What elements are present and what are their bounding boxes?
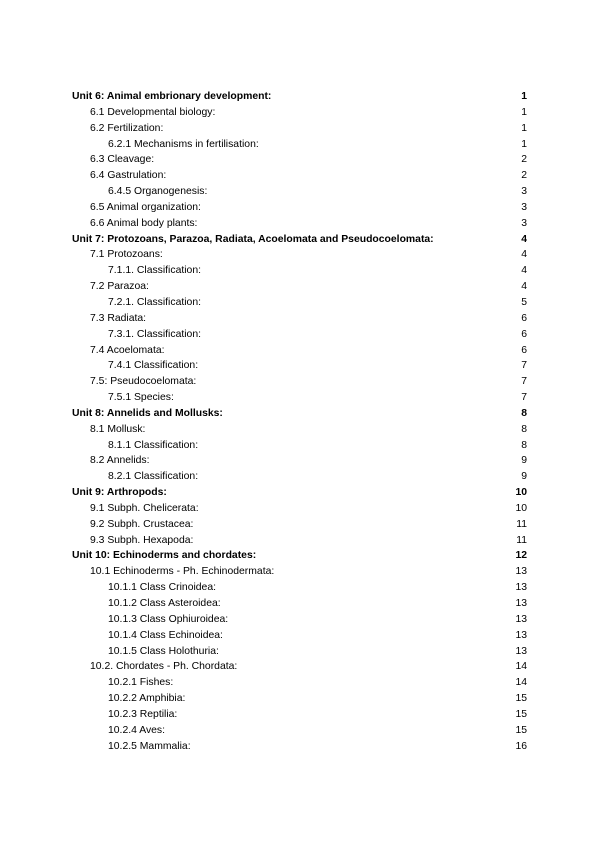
toc-section-entry[interactable] xyxy=(72,343,527,359)
toc-entry-label: 10.1.2 Class Asteroidea: xyxy=(108,598,221,609)
toc-section-entry[interactable] xyxy=(72,311,527,327)
toc-entry-label: 6.4 Gastrulation: xyxy=(90,170,167,182)
toc-page-number: 14 xyxy=(515,677,527,689)
toc-page-number: 4 xyxy=(521,281,527,293)
toc-section-entry[interactable] xyxy=(72,105,527,121)
toc-entry-label: Unit 7: Protozoans, Parazoa, Radiata, Acoelomata and Pseudocoelomata: xyxy=(72,233,434,245)
toc-page-number: 2 xyxy=(521,170,527,182)
toc-page-number: 1 xyxy=(521,106,527,118)
toc-page-number: 1 xyxy=(521,138,527,150)
toc-entry-label: Unit 8: Annelids and Mollusks: xyxy=(72,407,223,419)
toc-entry-label: 10.1.4 Class Echinoidea: xyxy=(108,629,223,641)
toc-page-number: 13 xyxy=(515,598,527,609)
toc-entry-label: 9.3 Subph. Hexapoda: xyxy=(90,534,194,546)
toc-page-number: 13 xyxy=(515,613,527,625)
toc-subsection-entry[interactable] xyxy=(72,469,527,485)
toc-subsection-entry[interactable] xyxy=(72,137,527,153)
toc-subsection-entry[interactable] xyxy=(72,580,527,596)
toc-page-number: 4 xyxy=(521,233,527,245)
toc-subsection-entry[interactable] xyxy=(72,723,527,739)
toc-entry-label: 8.1 Mollusk: xyxy=(90,423,146,435)
toc-unit-entry[interactable] xyxy=(72,232,527,248)
toc-entry-label: 6.4.5 Organogenesis: xyxy=(108,186,208,198)
toc-entry-label: 6.2.1 Mechanisms in fertilisation: xyxy=(108,138,259,150)
toc-entry-label: 10.1.3 Class Ophiuroidea: xyxy=(108,613,229,625)
toc-entry-label: 7.5: Pseudocoelomata: xyxy=(90,376,197,388)
toc-section-entry[interactable] xyxy=(72,564,527,580)
toc-page-number: 7 xyxy=(521,392,527,404)
toc-page-number: 3 xyxy=(521,217,527,229)
toc-page-number: 2 xyxy=(521,154,527,166)
toc-page-number: 3 xyxy=(521,186,527,198)
toc-entry-label: 9.2 Subph. Crustacea: xyxy=(90,518,194,530)
toc-page-number: 3 xyxy=(521,201,527,213)
toc-page-number: 11 xyxy=(516,534,527,546)
toc-subsection-entry[interactable] xyxy=(72,675,527,691)
toc-entry-label: 10.2.3 Reptilia: xyxy=(108,708,178,720)
toc-unit-entry[interactable] xyxy=(72,548,527,564)
toc-subsection-entry[interactable] xyxy=(72,691,527,707)
toc-entry-label: 10.1.5 Class Holothuria: xyxy=(108,645,219,657)
toc-subsection-entry[interactable] xyxy=(72,612,527,628)
toc-page-number: 6 xyxy=(521,344,527,356)
toc-page-number: 16 xyxy=(515,740,527,752)
toc-unit-entry[interactable] xyxy=(72,485,527,501)
toc-entry-label: Unit 9: Arthropods: xyxy=(72,487,167,499)
toc-unit-entry[interactable] xyxy=(72,406,527,422)
toc-entry-label: 6.6 Animal body plants: xyxy=(90,217,198,229)
toc-subsection-entry[interactable] xyxy=(72,358,527,374)
toc-entry-label: 6.5 Animal organization: xyxy=(90,201,201,213)
toc-entry-label: 8.1.1 Classification: xyxy=(108,439,199,451)
toc-page-number: 13 xyxy=(515,645,527,657)
toc-entry-label: 7.3.1. Classification: xyxy=(108,328,201,340)
toc-subsection-entry[interactable] xyxy=(72,707,527,723)
toc-page-number: 1 xyxy=(521,91,527,102)
toc-section-entry[interactable] xyxy=(72,501,527,517)
toc-page-number: 4 xyxy=(521,265,527,277)
toc-page-number: 4 xyxy=(521,249,527,261)
toc-section-entry[interactable] xyxy=(72,453,527,469)
toc-subsection-entry[interactable] xyxy=(72,327,527,343)
toc-subsection-entry[interactable] xyxy=(72,628,527,644)
toc-entry-label: 10.2.5 Mammalia: xyxy=(108,740,191,752)
toc-section-entry[interactable] xyxy=(72,247,527,263)
toc-entry-label: 7.5.1 Species: xyxy=(108,392,174,404)
toc-page-number: 10 xyxy=(515,502,527,514)
toc-entry-label: 6.2 Fertilization: xyxy=(90,122,164,134)
toc-entry-label: 10.2.4 Aves: xyxy=(108,724,166,736)
toc-page-number: 15 xyxy=(515,708,527,720)
toc-entry-label: 7.4 Acoelomata: xyxy=(90,344,165,356)
toc-page-number: 9 xyxy=(521,455,527,467)
toc-page-number: 6 xyxy=(521,328,527,340)
toc-entry-label: 7.2 Parazoa: xyxy=(90,281,149,293)
toc-section-entry[interactable] xyxy=(72,422,527,438)
toc-section-entry[interactable] xyxy=(72,533,527,549)
toc-subsection-entry[interactable] xyxy=(72,390,527,406)
toc-page-number: 10 xyxy=(515,487,527,499)
toc-page-number: 6 xyxy=(521,312,527,324)
table-of-contents xyxy=(72,89,527,754)
toc-page-number: 13 xyxy=(515,566,527,578)
toc-subsection-entry[interactable] xyxy=(72,438,527,454)
toc-subsection-entry[interactable] xyxy=(72,263,527,279)
toc-entry-label: 7.2.1. Classification: xyxy=(108,296,201,308)
toc-page-number: 1 xyxy=(521,122,527,134)
toc-subsection-entry[interactable] xyxy=(72,184,527,200)
toc-page-number: 7 xyxy=(521,376,527,388)
toc-section-entry[interactable] xyxy=(72,152,527,168)
toc-entry-label: Unit 10: Echinoderms and chordates: xyxy=(72,550,257,562)
toc-entry-label: 10.2. Chordates - Ph. Chordata: xyxy=(90,661,238,673)
toc-entry-label: 10.1.1 Class Crinoidea: xyxy=(108,582,217,594)
toc-page-number: 9 xyxy=(521,471,527,483)
toc-page-number: 15 xyxy=(515,693,527,705)
toc-section-entry[interactable] xyxy=(72,216,527,232)
toc-section-entry[interactable] xyxy=(72,374,527,390)
toc-section-entry[interactable] xyxy=(72,200,527,216)
toc-page-number: 12 xyxy=(515,550,527,562)
toc-section-entry[interactable] xyxy=(72,279,527,295)
toc-entry-label: 8.2 Annelids: xyxy=(90,455,150,467)
toc-entry-label: 9.1 Subph. Chelicerata: xyxy=(90,502,199,514)
toc-entry-label: 7.1 Protozoans: xyxy=(90,249,163,261)
toc-page-number: 14 xyxy=(515,661,527,673)
toc-page-number: 13 xyxy=(515,582,527,594)
toc-subsection-entry[interactable] xyxy=(72,596,527,612)
toc-page-number: 7 xyxy=(521,360,527,372)
toc-entry-label: 10.2.2 Amphibia: xyxy=(108,693,186,705)
toc-page-number: 8 xyxy=(521,423,527,435)
toc-page-number: 15 xyxy=(515,724,527,736)
toc-page-number: 8 xyxy=(521,439,527,451)
toc-section-entry[interactable] xyxy=(72,168,527,184)
toc-page-number: 13 xyxy=(515,629,527,641)
toc-subsection-entry[interactable] xyxy=(72,644,527,660)
toc-page-number: 5 xyxy=(521,296,527,308)
toc-section-entry[interactable] xyxy=(72,121,527,137)
toc-entry-label: 7.1.1. Classification: xyxy=(108,265,201,277)
toc-entry-label: Unit 6: Animal embrionary development: xyxy=(72,91,272,102)
toc-unit-entry[interactable] xyxy=(72,89,527,105)
toc-entry-label: 7.3 Radiata: xyxy=(90,312,147,324)
toc-entry-label: 7.4.1 Classification: xyxy=(108,360,199,372)
toc-entry-label: 10.1 Echinoderms - Ph. Echinodermata: xyxy=(90,566,275,578)
toc-entry-label: 8.2.1 Classification: xyxy=(108,471,199,483)
toc-subsection-entry[interactable] xyxy=(72,295,527,311)
toc-section-entry[interactable] xyxy=(72,659,527,675)
toc-entry-label: 6.1 Developmental biology: xyxy=(90,106,216,118)
toc-entry-label: 6.3 Cleavage: xyxy=(90,154,155,166)
toc-subsection-entry[interactable] xyxy=(72,739,527,755)
toc-section-entry[interactable] xyxy=(72,517,527,533)
toc-page-number: 11 xyxy=(516,518,527,530)
toc-page-number: 8 xyxy=(521,407,527,419)
toc-entry-label: 10.2.1 Fishes: xyxy=(108,677,174,689)
